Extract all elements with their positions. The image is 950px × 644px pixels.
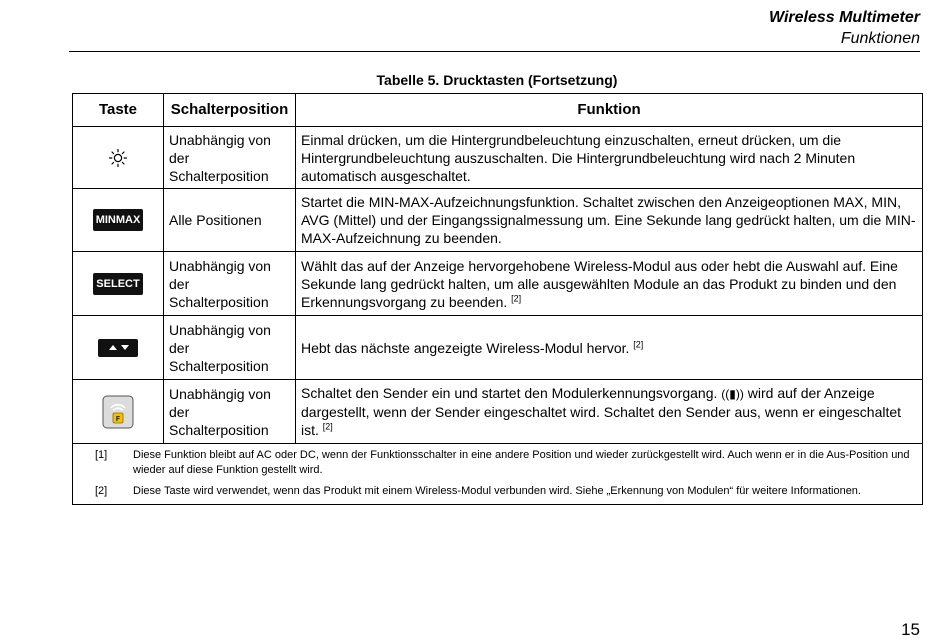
- wireless-symbol-icon: ((▮)): [721, 387, 744, 401]
- table-row: [73, 127, 923, 189]
- table-header-row: [73, 94, 923, 127]
- header-rule: [69, 51, 920, 52]
- function-text: Schaltet den Sender ein und startet den Modulerkennungsvorgang.: [301, 385, 718, 401]
- function-cell: [296, 252, 923, 316]
- backlight-icon: [108, 148, 128, 168]
- table-row: [73, 252, 923, 316]
- footnote-row: [73, 444, 923, 485]
- function-cell: Einmal drücken, um die Hintergrundbeleuchtung einzuschalten, erneut drücken, um die Hintergrundbeleuchtung auszuschalten. Die Hintergrundbeleuchtung wird nach 2 Minuten automatisch ausgeschaltet.: [296, 127, 923, 189]
- up-down-arrow-icon: [98, 339, 138, 357]
- function-cell: Startet die MIN-MAX-Aufzeichnungsfunktion. Schaltet zwischen den Anzeigeoptionen MAX, MIN, AVG (Mittel) und der Eingangssignalmessung um. Eine Sekunde lang gedrückt halten, um die MIN-MAX-Aufzeichnung zu beenden.: [296, 189, 923, 252]
- function-text: Hebt das nächste angezeigte Wireless-Modul hervor.: [301, 339, 630, 356]
- table-caption: Tabelle 5. Drucktasten (Fortsetzung): [376, 72, 618, 88]
- column-header-funktion: Funktion: [296, 94, 923, 127]
- table-row: [73, 189, 923, 252]
- page-number: 15: [901, 620, 920, 639]
- table-row: [73, 316, 923, 380]
- footnote-number: [1]: [95, 449, 108, 461]
- select-key-icon: SELECT: [93, 273, 142, 295]
- key-cell: [73, 252, 164, 316]
- header-title: Wireless Multimeter: [768, 9, 920, 26]
- function-text-cont: wird auf der Anzeige dargestellt, wenn der Sender eingeschaltet wird. Schaltet den Sender aus, wenn er eingeschaltet ist.: [301, 385, 902, 438]
- footnote-cell: [73, 444, 923, 485]
- footnote-text: Diese Taste wird verwendet, wenn das Produkt mit einem Wireless-Modul verbunden wird. Siehe „Erkennung von Modulen“ für weitere Informationen.: [133, 485, 861, 497]
- footnote-number: [2]: [95, 485, 108, 497]
- svg-text:F: F: [115, 414, 121, 423]
- column-header-taste: Taste: [73, 94, 164, 127]
- function-cell: [296, 380, 923, 444]
- table-row: [73, 380, 923, 444]
- key-cell: [73, 380, 164, 444]
- position-cell: Unabhängig von der Schalterposition: [164, 252, 296, 316]
- column-header-schalterposition: Schalterposition: [164, 94, 296, 127]
- footnote-ref: [2]: [633, 338, 644, 349]
- key-cell: [73, 316, 164, 380]
- footnote-text: Diese Funktion bleibt auf AC oder DC, wenn der Funktionsschalter in eine andere Position und wieder zurückgestellt wird. Auch wenn er in die Aus-Position und wieder auf diese Funktion gestellt wird.: [133, 449, 910, 476]
- minmax-key-icon: MINMAX: [93, 209, 144, 231]
- header-subtitle: Funktionen: [840, 30, 920, 47]
- position-cell: Unabhängig von der Schalterposition: [164, 316, 296, 380]
- function-cell: [296, 316, 923, 380]
- footnote-ref: [2]: [322, 421, 333, 432]
- position-cell: Unabhängig von der Schalterposition: [164, 380, 296, 444]
- key-cell: [73, 127, 164, 189]
- function-text: Wählt das auf der Anzeige hervorgehobene Wireless-Modul aus oder hebt die Auswahl auf. Eine Sekunde lang gedrückt halten, um alle ausgewählten Module an das Produkt zu binden und den Erkennungsvorgang zu beenden.: [301, 257, 898, 310]
- position-cell: Unabhängig von der Schalterposition: [164, 127, 296, 189]
- radio-icon: [102, 395, 134, 429]
- position-cell: Alle Positionen: [164, 189, 296, 252]
- footnote-ref: [2]: [511, 292, 522, 303]
- footnote-cell: [73, 484, 923, 505]
- button-table: [72, 93, 923, 505]
- key-cell: [73, 189, 164, 252]
- footnote-row: [73, 484, 923, 505]
